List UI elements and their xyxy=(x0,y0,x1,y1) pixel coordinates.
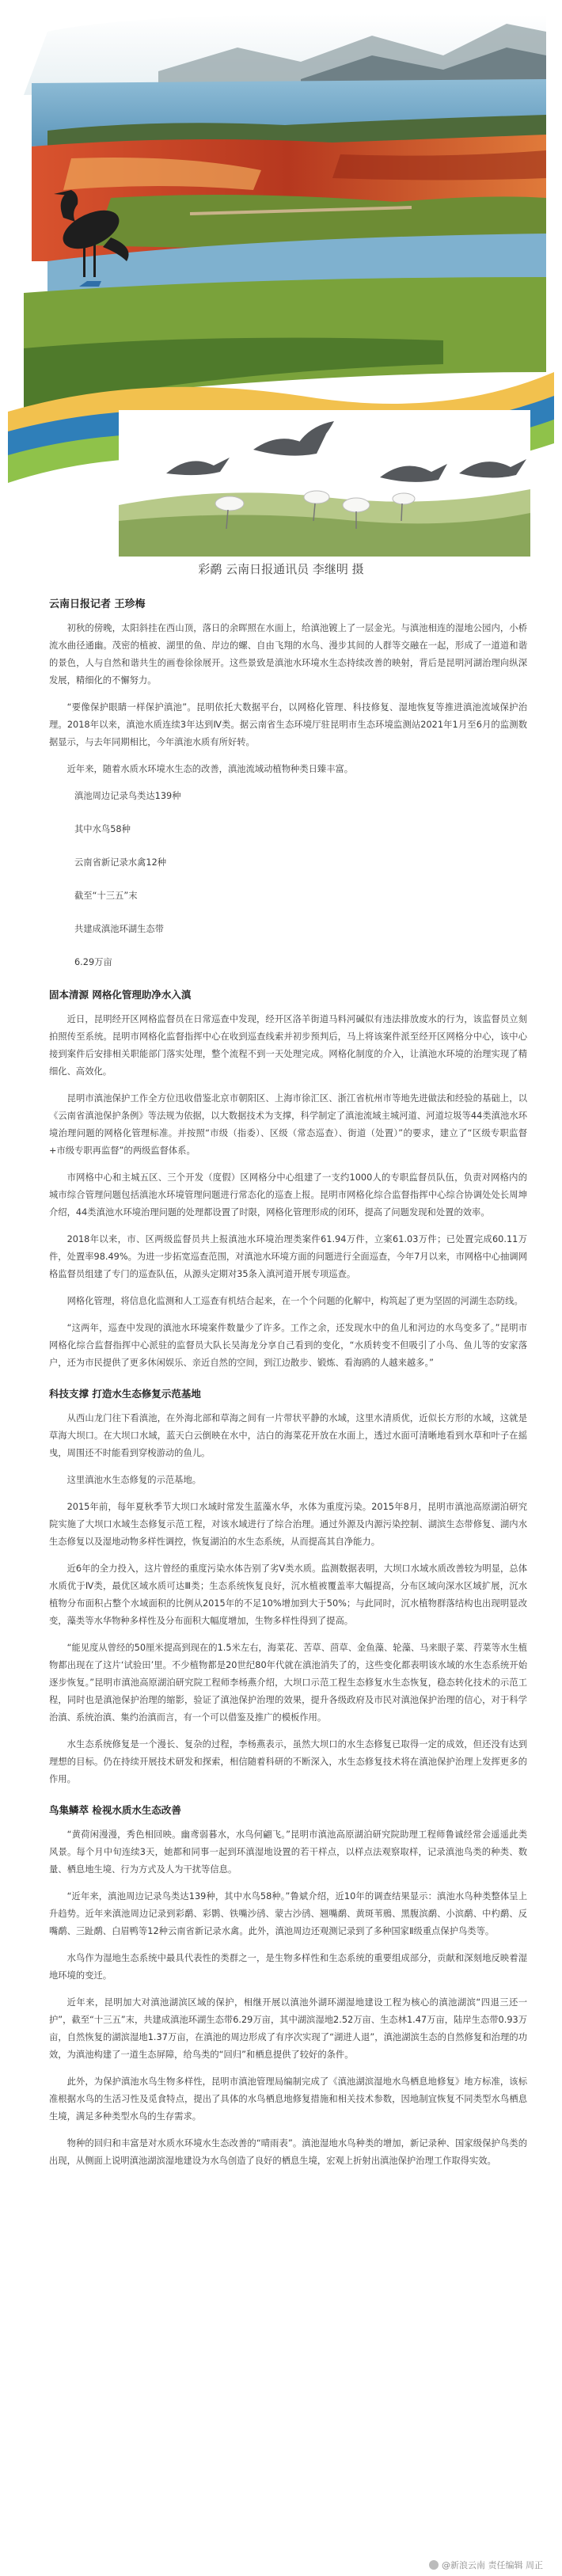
article-body xyxy=(49,595,527,2179)
stat-line: 截至“十三五”末 xyxy=(74,891,138,901)
weibo-icon xyxy=(429,2560,439,2570)
paragraph: 初秋的傍晚，太阳斜挂在西山顶，落日的余晖照在水面上，给滇池镀上了一层金光。与滇池相连的湿地公园内，小桥流水曲径通幽。茂密的植被、湖里的鱼、岸边的螺、自由飞翔的水鸟、漫步其间的人群等交融在一起，形成了一道道和谐的景色，人与自然和谐共生的画卷徐徐展开。这些景致是滇池水环境水生态持续改善的映射，背后是昆明河湖治理向纵深发展，精细化的不懈努力。 xyxy=(49,623,527,686)
section-heading: 固本清源 网格化管理助净水入滇 xyxy=(49,989,192,1001)
stat-line: 其中水鸟58种 xyxy=(74,824,131,834)
paragraph: 近日，昆明经开区网格监督员在日常巡查中发现，经开区洛羊街道马料河碱似有违法排放废水的行为，该监督员立刻拍照传至系统。昆明市网格化监督指挥中心在收到巡查线索并初步预判后，马上将该案件派至经开区网格分中心，该中心接到案件后安排相关职能部门落实处理，整个流程不到一天处理完成。网格化制度的介入，让滇池水环境的治理实现了精细化、高效化。 xyxy=(49,1014,527,1077)
section-heading: 科技支撑 打造水生态修复示范基地 xyxy=(49,1388,201,1400)
paragraph: 市网格中心和主城五区、三个开发（度假）区网格分中心组建了一支约1000人的专职监督员队伍，负责对网格内的城市综合管理问题包括滇池水环境管理问题进行常态化的巡查上报。昆明市网格化综合监督指挥中心综合协调处处长周坤介绍，44类滇池水环境治理问题的处理都设置了时限，网格化管理形成的闭环，提高了问题发现和处置的效率。 xyxy=(49,1172,527,1218)
byline: 云南日报记者 王珍梅 xyxy=(49,598,146,610)
paragraph: “这两年，巡查中发现的滇池水环境案件数量少了许多。工作之余，还发现水中的鱼儿和河边的水鸟变多了。”昆明市网格化综合监督指挥中心派驻的监督员大队长吴海龙分享自己看到的变化，“水质转变不但吸引了小鸟、鱼儿等的安家落户，还为市民提供了更多休闲娱乐、亲近自然的空间，到江边散步、锻炼、看海鸥的人越来越多。” xyxy=(49,1323,527,1368)
section-heading: 鸟集鳞萃 检视水质水生态改善 xyxy=(49,1804,181,1816)
paragraph: 2018年以来，市、区两级监督员共上报滇池水环境治理类案件61.94万件，立案61.03万件；已处置完成60.11万件，处置率98.49%。为进一步拓宽巡查范围，对滇池水环境方面的问题进行全面巡查，今年7月以来，市网格中心抽调网格监督员组建了专门的巡查队伍，从源头定期对35条入滇河道开展专项巡查。 xyxy=(49,1234,527,1279)
paragraph: “黄荷闲漫漫，秀色相回映。幽鸢弱暮水，水鸟何翩飞。”昆明市滇池高原湖泊研究院助理工程师鲁诚经常会遥遥此类风景。每个月中旬连续3天，她都和同事一起到环滇湿地设置的若干样点，以样点法观察取样，记录滇池鸟类的种类、数量、栖息地生境、行为方式及人为干扰等信息。 xyxy=(49,1829,527,1875)
stats-list xyxy=(74,788,527,971)
birds-photo xyxy=(119,410,530,557)
paragraph: “近年来，滇池周边记录鸟类达139种，其中水鸟58种。”鲁斌介绍，近10年的调查结果显示：滇池水鸟种类整体呈上升趋势。近年来滇池周边记录到彩鹬、彩鹮、铁嘴沙鸻、蒙古沙鸻、翘嘴鹬、黄斑苇鳽、黑腹滨鹬、小滨鹬、中杓鹬、反嘴鹬、三趾鹬、白眉鸭等12种云南省新记录水禽。此外，滇池周边还观测记录到了多种国家Ⅱ级重点保护鸟类等。 xyxy=(49,1891,527,1936)
paragraph: 2015年前，每年夏秋季节大坝口水域时常发生蓝藻水华，水体为重度污染。2015年8月，昆明市滇池高原湖泊研究院实施了大坝口水域生态修复示范工程，对该水域进行了综合治理。通过外源及内源污染控制、湖滨生态带修复、湖内水生态修复以及湿地动物多样性调控，恢复湖泊的水生态系统，从而提高其自净能力。 xyxy=(49,1502,527,1547)
footer-text: @新浪云南 责任编辑 周正 xyxy=(442,2560,543,2570)
stat-line: 共建成滇池环湖生态带 xyxy=(74,924,164,934)
paragraph: 物种的回归和丰富是对水质水环境水生态改善的“晴雨表”。滇池湿地水鸟种类的增加，新记录种、国家级保护鸟类的出现，从侧面上说明滇池湖滨湿地建设为水鸟创造了良好的栖息生境，宏观上折射出滇池保护治理工作取得实效。 xyxy=(49,2138,527,2166)
footer-watermark xyxy=(429,2559,543,2571)
stat-line: 滇池周边记录鸟类达139种 xyxy=(74,791,181,801)
paragraph: 近6年的全力投入，这片曾经的重度污染水体告别了劣Ⅴ类水质。监测数据表明，大坝口水域水质改善较为明显，总体水质优于Ⅳ类，最优区域水质可达Ⅲ类；生态系统恢复良好，沉水植被覆盖率大幅提高，分布区域向深水区域扩展，沉水植物分布面积占整个水域面积的比例从2015年的不足10%增加到大于50%；与此同时，沉水植物群落结构也出现明显改变，藻类等水华物种多样性及分布面积大幅度增加，生物多样性得到了提高。 xyxy=(49,1563,527,1626)
paragraph: “能见度从曾经的50厘米提高到现在的1.5米左右，海菜花、苦草、茴草、金鱼藻、轮藻、马来眼子菜、荇菜等水生植物都出现在了这片‘试验田’里。不少植物都是20世纪80年代就在滇池消失了的，这些变化都表明该水域的水生态系统开始逐步恢复。”昆明市滇池高原湖泊研究院工程师李杨燕介绍，大坝口示范工程生态修复水生态恢复，稳态转化技术的示范工程，同时也是滇池保护治理的缩影，验证了滇池保护治理的效果，提升各级政府及市民对滇池保护治理的信心，对于科学治滇、系统治滇、集约治滇而言，有一个可以借鉴及推广的模板作用。 xyxy=(49,1643,527,1723)
paragraph: 网格化管理，将信息化监测和人工巡查有机结合起来，在一个个问题的化解中，构筑起了更为坚固的河湖生态防线。 xyxy=(66,1296,523,1306)
photo-caption-birds: 彩鹬 云南日报通讯员 李继明 摄 xyxy=(198,562,364,576)
paragraph: 近年来，昆明加大对滇池湖滨区域的保护，相继开展以滇池外湖环湖湿地建设工程为核心的滇池湖滨“四退三还一护”，截至“十三五”末，共建成滇池环湖生态带6.29万亩，其中湖滨湿地2.52万亩、生态林1.47万亩，陆岸生态带0.93万亩，自然恢复的湖滨湿地1.37万亩，在滇池的周边形成了有序次实现了“湖进人退”，滇池湖滨生态的自然修复和治理的功效，为滇池构建了一道生态屏障，给鸟类的“回归”和栖息提供了较好的条件。 xyxy=(49,1997,527,2060)
paragraph: 水生态系统修复是一个漫长、复杂的过程，李杨燕表示，虽然大坝口的水生态修复已取得一定的成效，但还没有达到理想的目标。仍在持续开展技术研发和探索，相信随着科研的不断深入，水生态修复技术将在滇池保护治理上发挥更多的作用。 xyxy=(49,1739,527,1784)
stat-line: 云南省新记录水禽12种 xyxy=(74,857,167,868)
paragraph: 水鸟作为湿地生态系统中最具代表性的类群之一，是生物多样性和生态系统的重要组成部分，贡献和深刻地反映着湿地环境的变迁。 xyxy=(49,1953,527,1981)
paragraph: “要像保护眼睛一样保护滇池”。昆明依托大数据平台，以网格化管理、科技修复、湿地恢复等推进滇池流域保护治理。2018年以来，滇池水质连续3年达到Ⅳ类。据云南省生态环境厅驻昆明市生态环境监测站2021年1月至6月的监测数据显示，与去年同期相比，今年滇池水质有所好转。 xyxy=(49,702,527,747)
paragraph: 这里滇池水生态修复的示范基地。 xyxy=(66,1475,202,1485)
paragraph: 昆明市滇池保护工作全方位迅收借鉴北京市朝阳区、上海市徐汇区、浙江省杭州市等地先进做法和经验的基础上，以《云南省滇池保护条例》等法规为依据，以大数据技术为支撑，科学制定了滇池流域主城河道、河道垃圾等44类滇池水环境治理问题的网格化管理标准。并按照“市级（指委）、区级（常态巡查）、街道（处置）”的要求，建立了“区级专职监督+市级专职再监督”的两级监督体系。 xyxy=(49,1093,527,1156)
stat-line: 6.29万亩 xyxy=(74,957,112,967)
paragraph: 近年来，随着水质水环境水生态的改善，滇池流域动植物种类日臻丰富。 xyxy=(66,764,354,774)
paragraph: 从西山龙门往下看滇池，在外海北部和草海之间有一片带状平静的水域，这里水清质优，近似长方形的水域，这就是草海大坝口。在大坝口水域，蓝天白云倒映在水中，洁白的海菜花开放在水面上，透过水面可清晰地看到水草和叶子在摇曳，周围还不时能看到穿梭游动的鱼儿。 xyxy=(49,1413,527,1458)
paragraph: 此外，为保护滇池水鸟生物多样性，昆明市滇池管理局编制完成了《滇池湖滨湿地水鸟栖息地修复》地方标准，该标准根据水鸟的生活习性及觅食特点，提出了具体的水鸟栖息地修复措施和相关技术参数，因地制宜恢复不同类型水鸟栖息生境，满足多种类型水鸟的生存需求。 xyxy=(49,2076,527,2122)
